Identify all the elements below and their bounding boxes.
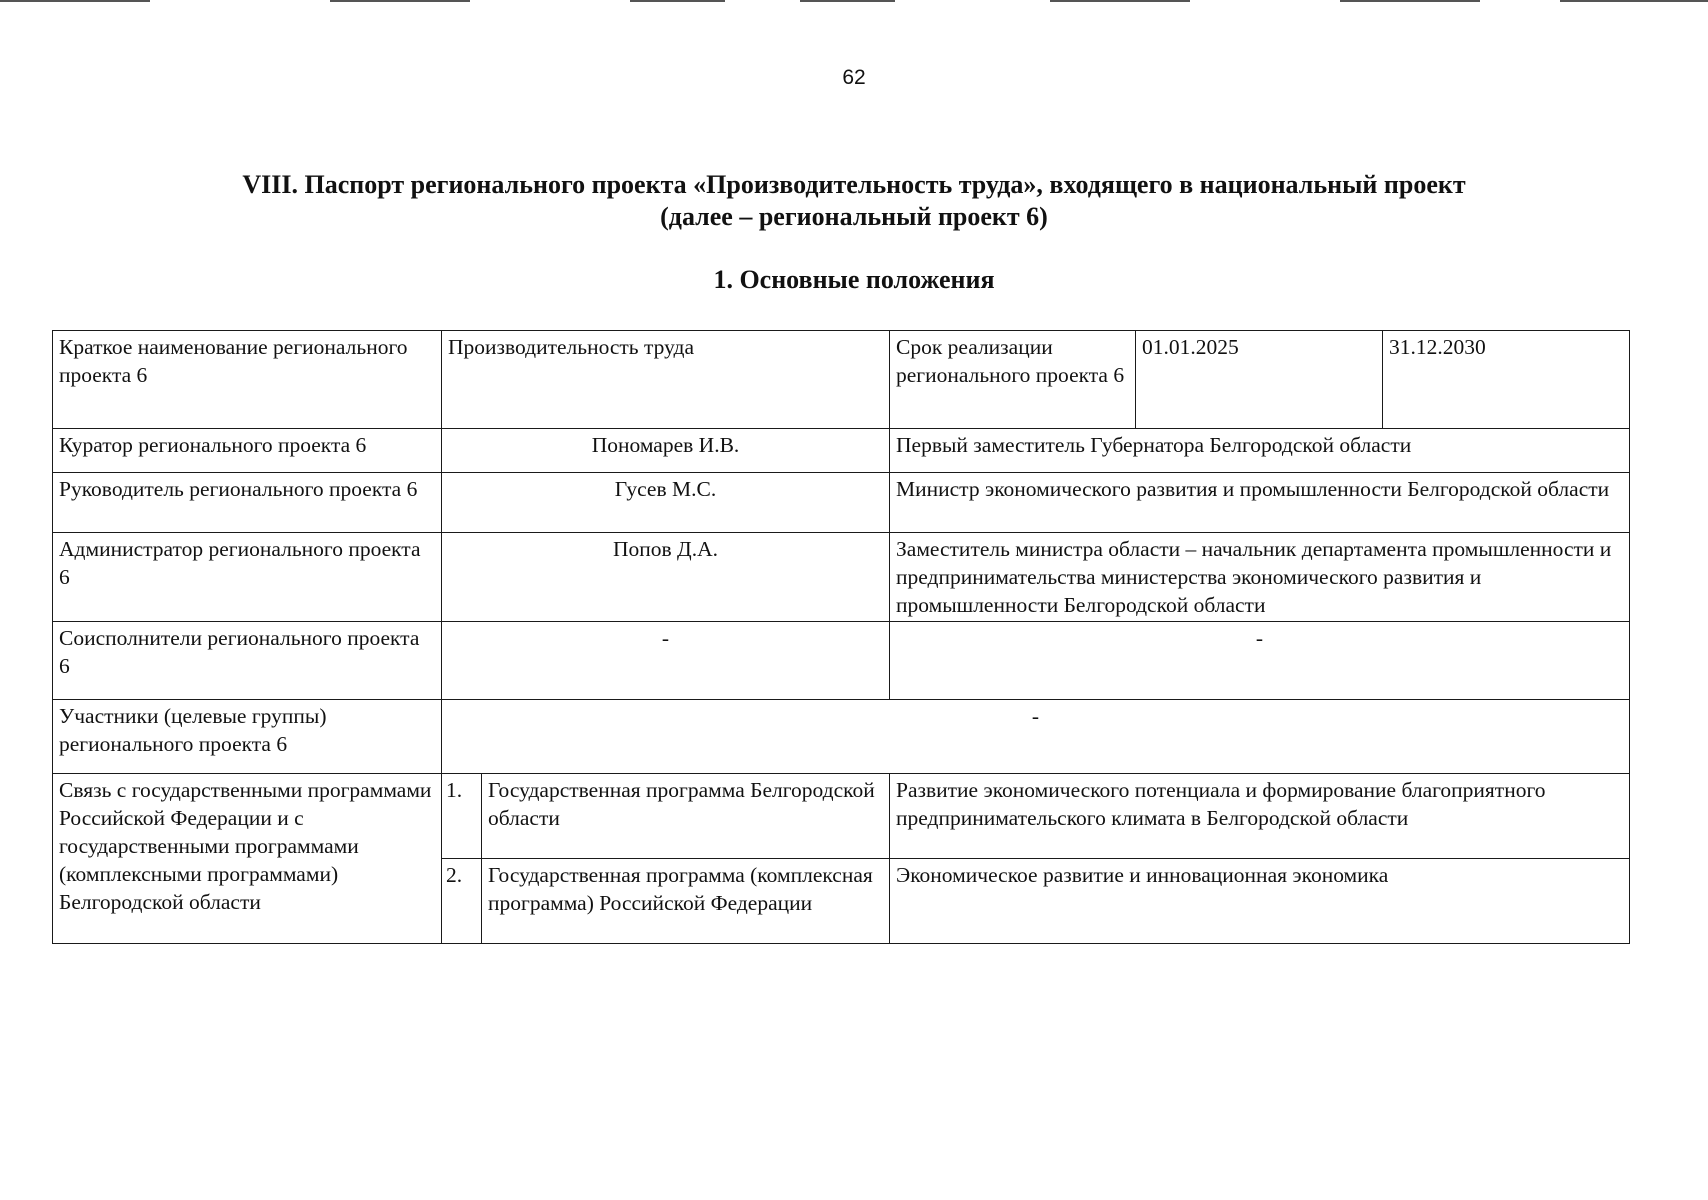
administrator-label: Администратор регионального проекта 6	[53, 533, 442, 622]
coexecutors-name: -	[442, 622, 890, 700]
program-name: Развитие экономического потенциала и формирование благоприятного предпринимательского климата в Белгородской области	[890, 774, 1630, 859]
curator-name: Пономарев И.В.	[442, 429, 890, 473]
head-position: Министр экономического развития и промышленности Белгородской области	[890, 473, 1630, 533]
participants-label: Участники (целевые группы) регионального проекта 6	[53, 700, 442, 774]
short-name-value: Производительность труда	[442, 331, 890, 429]
program-name: Экономическое развитие и инновационная экономика	[890, 859, 1630, 944]
curator-label: Куратор регионального проекта 6	[53, 429, 442, 473]
table-row	[53, 700, 1630, 774]
table-row	[53, 533, 1630, 622]
short-name-label: Краткое наименование регионального проекта 6	[53, 331, 442, 429]
scan-edge-mark	[0, 0, 150, 2]
table-row	[53, 774, 1630, 859]
scan-edge-mark	[1050, 0, 1190, 2]
section-title: 1. Основные положения	[713, 265, 995, 294]
programs-label: Связь с государственными программами Российской Федерации и с государственными программами (комплексными программами) Белгородской области	[53, 774, 442, 944]
program-type: Государственная программа (комплексная программа) Российской Федерации	[482, 859, 890, 944]
scan-edge-mark	[1560, 0, 1708, 2]
program-type: Государственная программа Белгородской области	[482, 774, 890, 859]
administrator-name: Попов Д.А.	[442, 533, 890, 622]
document-title-line-2: (далее – региональный проект 6)	[660, 202, 1048, 231]
curator-position: Первый заместитель Губернатора Белгородской области	[890, 429, 1630, 473]
program-number: 1.	[442, 774, 482, 859]
participants-value: -	[442, 700, 1630, 774]
head-label: Руководитель регионального проекта 6	[53, 473, 442, 533]
scan-edge-mark	[630, 0, 725, 2]
document-title-line-1: VIII. Паспорт регионального проекта «Производительность труда», входящего в национальный проект	[242, 170, 1466, 199]
table-row	[53, 331, 1630, 429]
administrator-position: Заместитель министра области – начальник департамента промышленности и предпринимательства министерства экономического развития и промышленности Белгородской области	[890, 533, 1630, 622]
term-end-date: 31.12.2030	[1383, 331, 1630, 429]
program-number: 2.	[442, 859, 482, 944]
term-label: Срок реализации регионального проекта 6	[890, 331, 1136, 429]
passport-table	[52, 330, 1630, 944]
coexecutors-position: -	[890, 622, 1630, 700]
scan-edge-mark	[800, 0, 895, 2]
table-row	[53, 429, 1630, 473]
page-number: 62	[842, 66, 866, 89]
scan-edge-mark	[330, 0, 470, 2]
term-start-date: 01.01.2025	[1136, 331, 1383, 429]
table-row	[53, 622, 1630, 700]
scan-edge-mark	[1340, 0, 1480, 2]
head-name: Гусев М.С.	[442, 473, 890, 533]
coexecutors-label: Соисполнители регионального проекта 6	[53, 622, 442, 700]
table-row	[53, 473, 1630, 533]
